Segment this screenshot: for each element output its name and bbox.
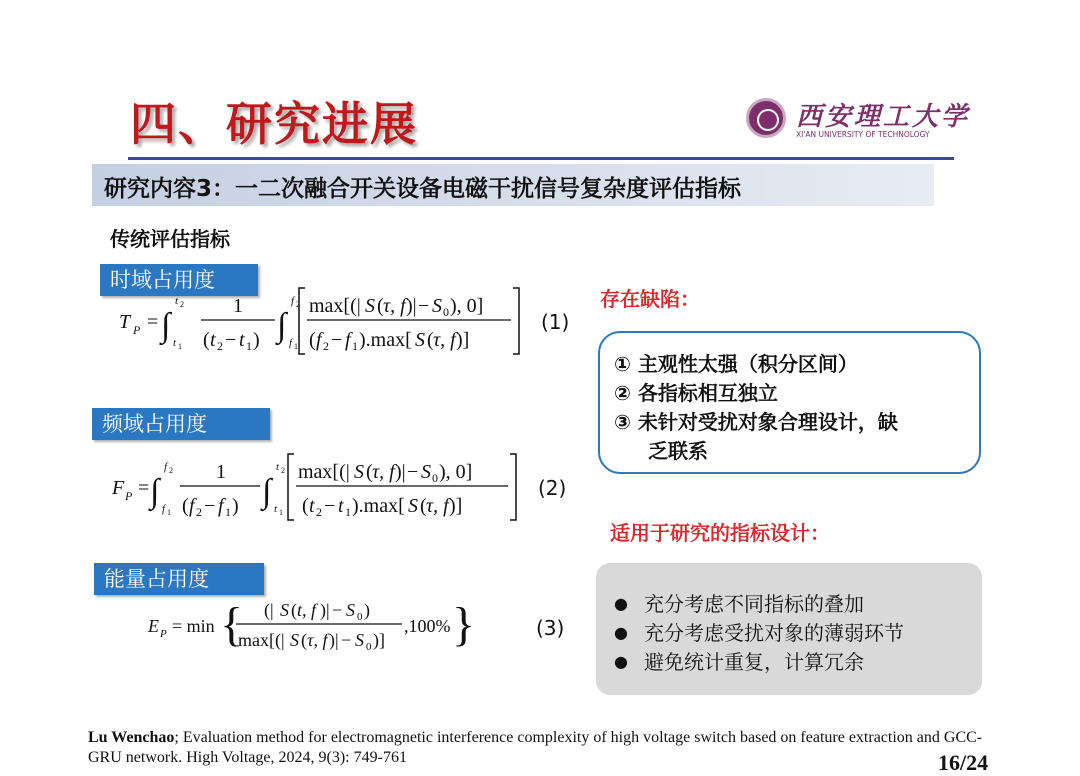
- svg-text:)|: )|: [395, 461, 406, 483]
- svg-text:P: P: [125, 489, 133, 503]
- section-subheading: 传统评估指标: [110, 227, 230, 251]
- svg-text:1: 1: [225, 505, 231, 519]
- svg-text:): ): [232, 495, 239, 517]
- logo-english-name: XI'AN UNIVERSITY OF TECHNOLOGY: [796, 130, 930, 139]
- svg-text:)]: )]: [373, 630, 385, 650]
- svg-text:F: F: [112, 477, 125, 499]
- citation-author: Lu Wenchao: [88, 729, 175, 746]
- topic-bar-text: 研究内容3：一二次融合开关设备电磁干扰信号复杂度评估指标: [104, 176, 742, 202]
- svg-text:E: E: [148, 616, 159, 636]
- svg-text:= min: = min: [172, 616, 215, 636]
- applicable-item: ● 避免统计重复，计算冗余: [614, 646, 864, 675]
- svg-text:1: 1: [294, 342, 298, 351]
- svg-text:max[(|: max[(|: [309, 295, 361, 317]
- svg-text:−: −: [331, 329, 343, 351]
- svg-text:τ, f: τ, f: [426, 495, 449, 517]
- svg-text:t: t: [276, 461, 280, 473]
- svg-text:∫: ∫: [277, 307, 287, 344]
- svg-text:t: t: [210, 329, 216, 351]
- svg-text:), 0]: ), 0]: [450, 295, 484, 317]
- svg-text:(: (: [302, 495, 309, 517]
- svg-text:∫: ∫: [150, 473, 160, 510]
- svg-text:1: 1: [352, 339, 358, 353]
- metric-tag-energy: 能量占用度: [94, 563, 264, 595]
- svg-text:2: 2: [169, 466, 173, 475]
- svg-text:∫: ∫: [262, 473, 272, 510]
- svg-text:S: S: [415, 329, 425, 351]
- svg-text:∫: ∫: [161, 307, 171, 344]
- svg-text:t: t: [338, 495, 344, 517]
- svg-text:S: S: [365, 295, 375, 317]
- svg-text:−: −: [204, 495, 216, 517]
- svg-text:0: 0: [432, 471, 438, 485]
- svg-text:(: (: [427, 329, 434, 351]
- svg-text:}: }: [452, 598, 476, 651]
- svg-text:f: f: [162, 503, 166, 515]
- svg-text:2: 2: [196, 505, 202, 519]
- svg-text:S: S: [354, 461, 364, 483]
- svg-text:1: 1: [167, 508, 171, 517]
- svg-text:S: S: [290, 630, 299, 650]
- metric-tag-time: 时域占用度: [100, 264, 258, 296]
- svg-text:{: {: [220, 598, 244, 651]
- equation-number-3: (3): [536, 616, 565, 640]
- svg-text:2: 2: [323, 339, 329, 353]
- svg-text:,100%: ,100%: [404, 616, 451, 636]
- svg-text:(: (: [420, 495, 427, 517]
- citation: [88, 728, 988, 768]
- equation-number-2: (2): [538, 476, 567, 500]
- svg-text:)]: )]: [449, 495, 463, 517]
- svg-text:t: t: [239, 329, 245, 351]
- svg-text:): ): [253, 329, 260, 351]
- svg-text:(: (: [182, 495, 189, 517]
- svg-text:f: f: [291, 295, 295, 307]
- svg-text:f: f: [164, 461, 168, 473]
- svg-text:1: 1: [279, 508, 283, 517]
- svg-text:S: S: [421, 461, 431, 483]
- svg-text:f: f: [316, 329, 322, 351]
- svg-text:f: f: [345, 329, 351, 351]
- formula-energy-occupancy: [146, 592, 476, 660]
- svg-text:=: =: [147, 311, 159, 333]
- page-number: 16/24: [938, 750, 989, 775]
- svg-text:τ, f: τ, f: [372, 461, 395, 483]
- svg-text:T: T: [119, 311, 131, 333]
- svg-text:f: f: [189, 495, 195, 517]
- svg-text:0: 0: [366, 641, 372, 653]
- svg-text:S: S: [355, 630, 364, 650]
- svg-text:1: 1: [178, 342, 182, 351]
- formula-frequency-occupancy: [108, 448, 528, 528]
- svg-text:t: t: [173, 337, 177, 349]
- svg-text:(: (: [291, 600, 297, 620]
- metric-tag-frequency: 频域占用度: [92, 408, 270, 440]
- svg-text:τ, f: τ, f: [433, 329, 456, 351]
- svg-text:(: (: [309, 329, 316, 351]
- svg-text:t: t: [175, 295, 179, 307]
- university-logo: [746, 96, 971, 148]
- svg-text:0: 0: [443, 305, 449, 319]
- svg-text:S: S: [280, 600, 289, 620]
- svg-text:(: (: [203, 329, 210, 351]
- svg-text:2: 2: [281, 466, 285, 475]
- svg-text:(: (: [366, 461, 373, 483]
- svg-text:=: =: [138, 477, 150, 499]
- svg-text:2: 2: [316, 505, 322, 519]
- svg-text:1: 1: [345, 505, 351, 519]
- svg-text:)]: )]: [456, 329, 470, 351]
- svg-text:P: P: [160, 628, 167, 640]
- svg-text:τ, f: τ, f: [307, 630, 328, 650]
- applicable-title: 适用于研究的指标设计：: [610, 521, 830, 545]
- svg-text:−: −: [341, 630, 352, 650]
- svg-text:).max[: ).max[: [359, 329, 412, 351]
- svg-text:P: P: [133, 323, 141, 337]
- svg-text:1: 1: [216, 461, 226, 483]
- slide-title: 四、研究进展: [130, 97, 418, 151]
- defect-item: ① 主观性太强（积分区间）: [614, 352, 858, 376]
- defect-item: ③ 未针对受扰对象合理设计，缺: [614, 410, 898, 434]
- logo-chinese-name: 西安理工大学: [796, 102, 971, 132]
- svg-text:S: S: [408, 495, 418, 517]
- svg-text:t: t: [309, 495, 315, 517]
- svg-text:t, f: t, f: [297, 600, 317, 620]
- university-seal-icon: [746, 98, 786, 138]
- formula-time-occupancy: [115, 282, 535, 362]
- svg-text:−: −: [418, 295, 430, 317]
- svg-text:), 0]: ), 0]: [439, 461, 473, 483]
- citation-text: ; Evaluation method for electromagnetic interference complexity of high voltage switch based on feature extraction and GCC-GRU network. High Voltage, 2024, 9(3): 749-761: [88, 729, 983, 766]
- svg-text:f: f: [218, 495, 224, 517]
- svg-text:)|: )|: [406, 295, 417, 317]
- svg-text:)|: )|: [320, 600, 330, 620]
- header-divider: [128, 157, 954, 160]
- defect-item-continued: 乏联系: [648, 439, 708, 463]
- svg-text:max[(|: max[(|: [298, 461, 350, 483]
- svg-text:(|: (|: [264, 600, 274, 620]
- svg-text:1: 1: [246, 339, 252, 353]
- svg-text:1: 1: [233, 295, 243, 317]
- svg-text:−: −: [332, 600, 343, 620]
- svg-text:(: (: [301, 630, 307, 650]
- svg-text:2: 2: [180, 300, 184, 309]
- svg-text:2: 2: [217, 339, 223, 353]
- applicable-item: ● 充分考虑不同指标的叠加: [614, 588, 864, 617]
- svg-text:t: t: [274, 503, 278, 515]
- defects-title: 存在缺陷：: [600, 287, 700, 311]
- svg-text:−: −: [407, 461, 419, 483]
- svg-text:): ): [364, 600, 370, 620]
- svg-text:S: S: [346, 600, 355, 620]
- svg-text:).max[: ).max[: [352, 495, 405, 517]
- svg-text:−: −: [324, 495, 336, 517]
- equation-number-1: (1): [541, 310, 570, 334]
- svg-text:f: f: [289, 337, 293, 349]
- applicable-item: ● 充分考虑受扰对象的薄弱环节: [614, 617, 904, 646]
- svg-text:(: (: [377, 295, 384, 317]
- svg-text:2: 2: [296, 300, 300, 309]
- svg-text:0: 0: [357, 611, 363, 623]
- svg-text:τ, f: τ, f: [383, 295, 406, 317]
- svg-text:−: −: [225, 329, 237, 351]
- svg-text:)|: )|: [329, 630, 339, 650]
- svg-text:S: S: [432, 295, 442, 317]
- svg-text:max[(|: max[(|: [238, 630, 285, 650]
- defect-item: ② 各指标相互独立: [614, 381, 778, 405]
